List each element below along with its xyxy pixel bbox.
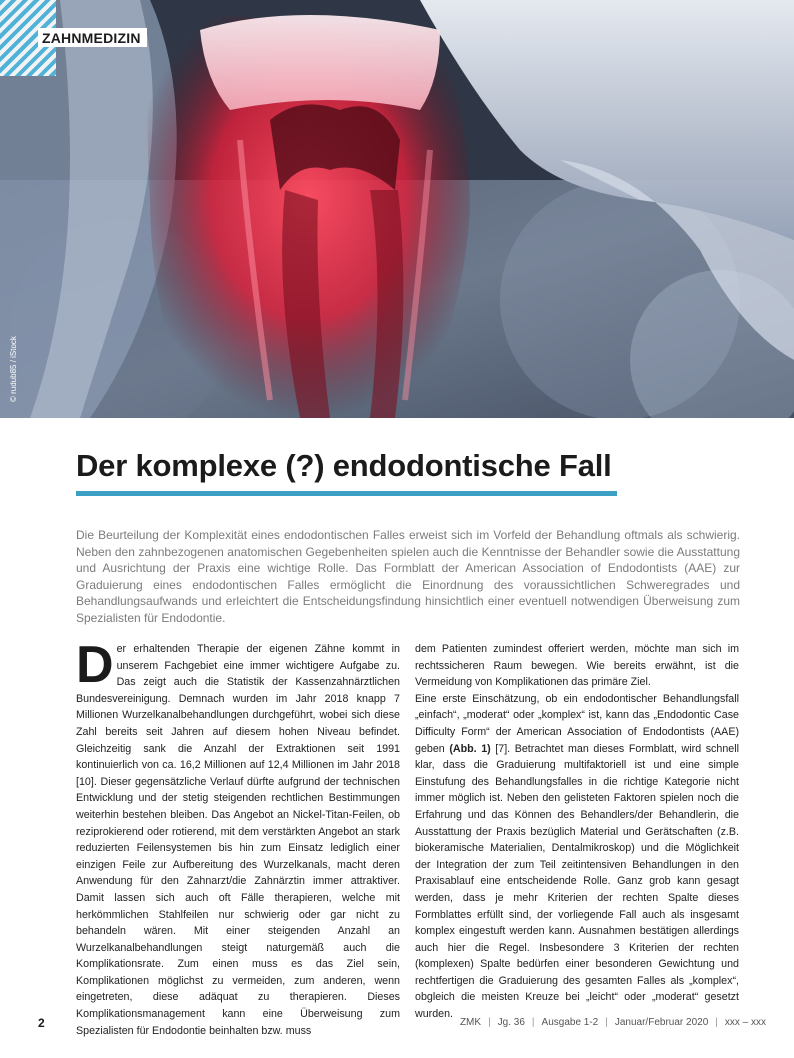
- body-paragraph: dem Patienten zumindest offeriert werden, möchte man sich im rechtssicheren Raum bewegen. Wie bereits erwähnt, ist die Vermeidung von Komplikationen das primäre Ziel.: [415, 643, 739, 689]
- body-column-right: [415, 641, 739, 1023]
- footer-separator: |: [531, 1017, 535, 1028]
- body-paragraph: [415, 691, 739, 1023]
- body-column-left: [76, 636, 400, 1039]
- footer-separator: |: [715, 1017, 718, 1028]
- section-label: ZAHNMEDIZIN: [38, 28, 147, 47]
- footer-volume: Jg. 36: [497, 1017, 525, 1028]
- body-text: [7]. Betrachtet man dieses Formblatt, wird schnell klar, dass die Graduierung multifaktoriell ist und eine simple Einstufung des Behandlungsfalles in die richtige Kategorie nicht immer möglich ist. Neben den gelisteten Faktoren spielen noch die Erfahrung und das Können des Behandlers/der Behandlerin, die Ausstattung der Praxis bezüglich Material und Gerätschaften (z.B. biokeramische Materialien, Dentalmikroskop) und die Möglichkeit der Integration der zum Teil zeitintensiven Behandlungen in den Praxisablauf eine entscheidende Rolle. Ganz grob kann gesagt werden, dass je mehr Kriterien der rechten Spalte dieses Formblattes erfüllt sind, der vorliegende Fall auch als insgesamt komplex eingestuft werden kann. Ausnahmen bestätigen allerdings auch hier die Regel. Insbesondere 3 Kriterien der rechten (komplexen) Spalte bedürfen einer besonderen Gewichtung und rechtfertigen die Graduierung des gesamten Falles als „komplex“, obgleich die meisten Kreuze bei „leicht“ oder „moderat“ gesetzt wurden.: [415, 742, 739, 1021]
- footer-pages: xxx – xxx: [724, 1017, 766, 1028]
- body-paragraph: [76, 636, 400, 1039]
- body-text: er erhaltenden Therapie der eigenen Zähne kommt in unserem Fachgebiet eine immer wichtigere Aufgabe zu. Das zeigt auch die Statistik der Kassenzahnärztlichen Bundesvereinigung. Demnach wurden im Jahr 2018 knapp 7 Millionen Wurzelkanalbehandlungen durchgeführt, wobei sich diese Zahl bereits seit Jahren auf diesem hohen Niveau befindet. Gleichzeitig sank die Anzahl der Extraktionen seit 1991 kontinuierlich von ca. 16,2 Millionen auf 12,4 Millionen im Jahr 2018 [10]. Dieser gegensätzliche Verlauf dürfte aufgrund der technischen Entwicklung und der stetig steigenden rechtlichen Bestimmungen weiterhin bestehen bleiben. Das Angebot an Nickel-Titan-Feilen, ob reziprokierend oder rotierend, mit dem verstärkten Angebot an stark reduzierten Feilensystemen bis hin zum Einsatz lediglich einer einzigen Feile zur Aufbereitung des Wurzelkanals, macht deren Anwendung für den Zahnarzt/die Zahnärztin immer attraktiver. Damit lassen sich auch oft Fälle therapieren, welche mit herkömmlichen Stahlfeilen nur schwierig oder gar nicht zu behandeln wären. Mit einer steigenden Anzahl an Wurzelkanalbehandlungen steigt naturgemäß auch die Komplikationsrate. Zum einen muss es das Ziel sein, Komplikationen möglichst zu vermeiden, zum anderen, wenn eingetreten, diese adäquat zu therapieren. Dieses Komplikationsmanagement kann eine Überweisung zum Spezialisten für Endodontie beinhalten bzw. muss: [76, 643, 400, 1037]
- footer-separator: |: [488, 1017, 491, 1028]
- article-title: Der komplexe (?) endodontische Fall: [76, 448, 612, 483]
- page-number: 2: [38, 1016, 45, 1030]
- footer-date: Januar/Februar 2020: [614, 1017, 709, 1028]
- tooth-xray-illustration: [0, 0, 794, 418]
- footer-info: [460, 1017, 766, 1028]
- footer-journal: ZMK: [459, 1017, 482, 1028]
- image-credit: © rudub85 / iStock: [9, 336, 18, 402]
- footer-separator: |: [605, 1017, 608, 1028]
- footer-issue: Ausgabe 1-2: [541, 1017, 599, 1028]
- body-text: Eine erste Einschätzung, ob ein endodontischer Behandlungsfall „einfach“, „moderat“ oder „komplex“ ist, kann das „Endodontic Case Difficulty Form“ der American Association of Endodontists (AAE) geben: [415, 692, 739, 755]
- title-underline: [76, 491, 617, 496]
- figure-reference[interactable]: (Abb. 1): [449, 742, 491, 755]
- hero-xray-image: [0, 0, 794, 418]
- article-lead: Die Beurteilung der Komplexität eines endodontischen Falles erweist sich im Vorfeld der Behandlung oftmals als schwierig. Neben den zahnbezogenen anatomischen Gegebenheiten spielen auch die Kenntnisse der Behandler sowie die Ausstattung und Ausrichtung der Praxis eine wichtige Rolle. Das Formblatt der American Association of Endodontists (AAE) zur Graduierung eines endodontischen Falles ermöglicht die Einordnung des voraussichtlichen Schweregrades und Behandlungsaufwands und erleichtert die Entscheidungsfindung hinsichtlich einer eventuell notwendigen Überweisung zum Spezialisten für Endodontie.: [76, 528, 740, 625]
- drop-cap: D: [76, 636, 114, 694]
